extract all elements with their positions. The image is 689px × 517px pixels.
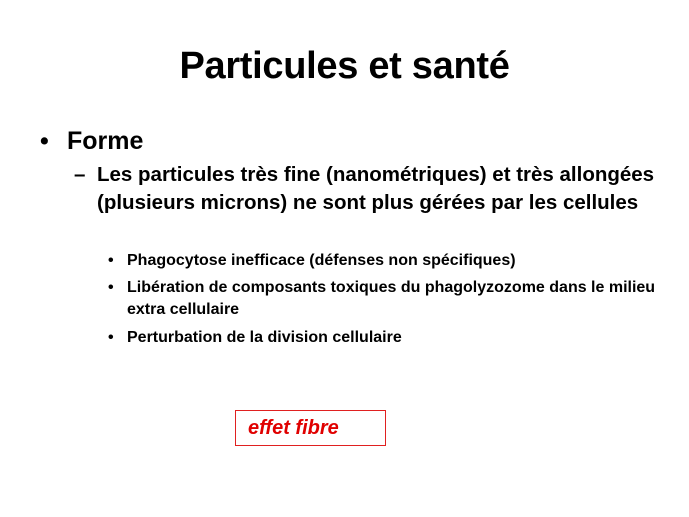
list-item-marker: • xyxy=(108,279,114,296)
bullet-marker: • xyxy=(40,127,49,155)
bullet-forme xyxy=(40,124,143,158)
bullet-label: Forme xyxy=(67,127,144,155)
list-item xyxy=(108,327,668,349)
list-item xyxy=(108,277,668,321)
list-item-text: Phagocytose inefficace (défenses non spécifiques) xyxy=(127,252,516,269)
list-item xyxy=(108,250,668,272)
slide-title: Particules et santé xyxy=(179,45,510,87)
list-item-text: Perturbation de la division cellulaire xyxy=(127,329,402,346)
sub-bullet xyxy=(74,161,674,216)
list-item-marker: • xyxy=(108,329,114,346)
list-item-marker: • xyxy=(108,252,114,269)
dash-marker: – xyxy=(74,163,86,186)
sub-bullet-text: Les particules très fine (nanométriques) et très allongées (plusieurs microns) ne sont plus gérées par les cellules xyxy=(97,163,655,214)
list-item-text: Libération de composants toxiques du phagolyzozome dans le milieu extra cellulaire xyxy=(127,279,656,318)
effet-fibre-callout: effet fibre xyxy=(235,410,386,446)
